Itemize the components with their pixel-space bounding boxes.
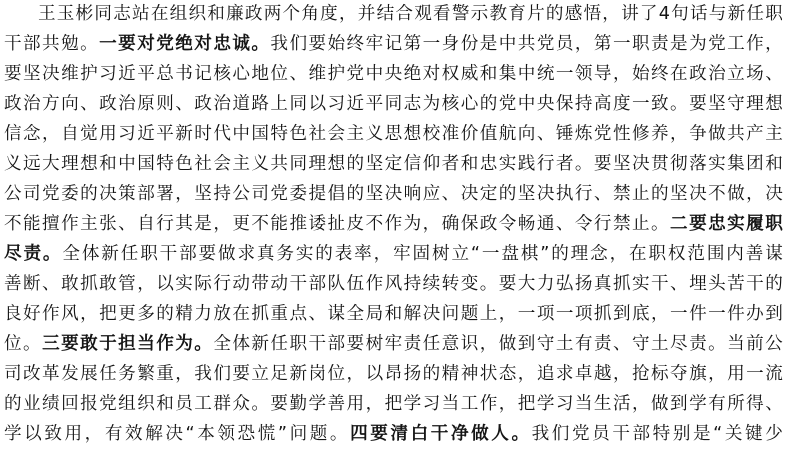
body-text: 的业绩回报党组织和员工群众。要勤学善用，把学习当工作，把学习当生活，做到学有所得、: [4, 394, 783, 414]
text-line: [4, 330, 783, 358]
body-text: 司改革发展任务繁重，我们要立足新岗位，以昂扬的精神状态，追求卓越，抢标夺旗，用一流: [4, 364, 783, 384]
body-text: 王玉彬同志站在组织和廉政两个角度，并结合观看警示教育片的感悟，讲了4句话与新任职: [38, 4, 783, 24]
body-text: 信念，自觉用习近平新时代中国特色社会主义思想校准价值航向、锤炼党性修养，争做共产主: [4, 124, 783, 144]
body-text: 学以致用，有效解决“本领恐慌”问题。: [4, 424, 351, 444]
bold-heading-text: 尽责。: [4, 244, 63, 264]
text-line: [4, 420, 783, 448]
text-line: [4, 300, 783, 328]
text-line: [4, 180, 783, 208]
bold-heading-text: 一要对党绝对忠诚。: [99, 34, 271, 54]
text-line: [4, 390, 783, 418]
body-text: 不能擅作主张、自行其是，更不能推诿扯皮不作为，确保政令畅通、令行禁止。: [4, 214, 671, 234]
body-text: 全体新任职干部要树牢责任意识，做到守土有责、守土尽责。当前公: [213, 334, 783, 354]
text-line: [38, 0, 783, 28]
bold-heading-text: 二要忠实履职: [670, 214, 783, 234]
body-text: 要坚决维护习近平总书记核心地位、维护党中央绝对权威和集中统一领导，始终在政治立场、: [4, 64, 783, 84]
body-text: 位。: [4, 334, 43, 354]
bold-heading-text: 四要清白干净做人。: [350, 424, 532, 444]
text-line: [4, 30, 783, 58]
body-text: 公司党委的决策部署，坚持公司党委提倡的坚决响应、决定的坚决执行、禁止的坚决不做，决: [4, 184, 783, 204]
text-line: [4, 270, 783, 298]
text-line: [4, 360, 783, 388]
body-text: 我们要始终牢记第一身份是中共党员，第一职责是为党工作，: [270, 34, 783, 54]
body-text: 我们党员干部特别是“关键少: [531, 424, 783, 444]
text-line: [4, 210, 783, 238]
body-text: 全体新任职干部要做求真务实的表率，牢固树立“一盘棋”的理念，在职权范围内善谋: [62, 244, 783, 264]
text-line: [4, 60, 783, 88]
bold-heading-text: 三要敢于担当作为。: [42, 334, 214, 354]
text-line: [4, 240, 783, 268]
body-text: 良好作风，把更多的精力放在抓重点、谋全局和解决问题上，一项一项抓到底，一件一件办到: [4, 304, 783, 324]
text-line: [4, 90, 783, 118]
body-text: 善断、敢抓敢管，以实际行动带动干部队伍作风持续转变。要大力弘扬真抓实干、埋头苦干的: [4, 274, 783, 294]
body-text: 义远大理想和中国特色社会主义共同理想的坚定信仰者和忠实践行者。要坚决贯彻落实集团和: [4, 154, 783, 174]
body-text: 政治方向、政治原则、政治道路上同以习近平同志为核心的党中央保持高度一致。要坚守理想: [4, 94, 783, 114]
text-line: [4, 150, 783, 178]
text-line: [4, 120, 783, 148]
body-text: 干部共勉。: [4, 34, 100, 54]
